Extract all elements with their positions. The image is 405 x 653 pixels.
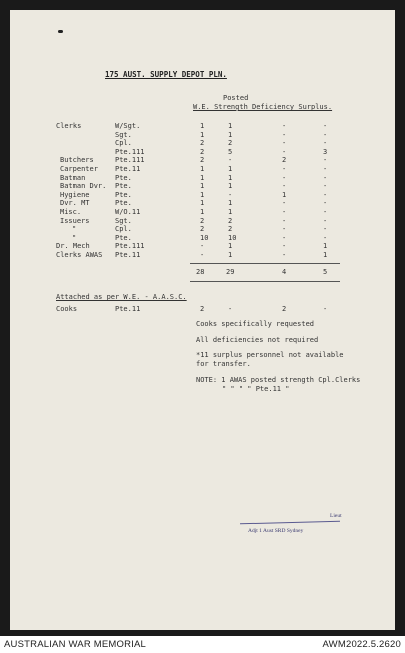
- surplus-cell: 1: [323, 251, 328, 259]
- surplus-cell: -: [323, 233, 328, 242]
- category-cell: Carpenter: [60, 165, 98, 173]
- rank-cell: Pte.: [115, 233, 132, 242]
- total-we-strength: 28: [196, 268, 205, 276]
- footer-bar: [0, 636, 405, 653]
- stamp-rank: Lieut: [330, 513, 342, 519]
- deficiency-cell: -: [282, 173, 287, 182]
- rank-cell: Sgt.: [115, 130, 132, 139]
- rank-cell: Sgt.: [115, 216, 132, 225]
- posted-strength-cell: -: [228, 305, 233, 313]
- surplus-cell: -: [323, 182, 328, 191]
- posted-strength-cell: 10: [228, 233, 237, 242]
- deficiency-cell: -: [282, 147, 287, 156]
- rank-cell: Pte.: [115, 199, 132, 208]
- total-rule-top: [190, 263, 340, 264]
- rank-cell: Cpl.: [115, 225, 132, 234]
- surplus-cell: -: [323, 173, 328, 182]
- posted-strength-cell: 1: [228, 199, 233, 208]
- posted-strength-cell: 1: [228, 182, 233, 191]
- posted-strength-cell: -: [228, 156, 233, 165]
- rank-cell: Pte.: [115, 190, 132, 199]
- note-6: " " " " Pte.11 ": [222, 385, 290, 393]
- category-cell: Dr. Mech: [56, 242, 90, 251]
- deficiency-cell: -: [282, 242, 287, 251]
- we-strength-cell: -: [200, 242, 205, 251]
- posted-strength-cell: 2: [228, 225, 233, 234]
- we-strength-cell: 1: [200, 173, 205, 182]
- rank-cell: Pte.: [115, 182, 132, 191]
- stamp-unit: Adjt 1 Aust SRD Sydney: [248, 528, 304, 534]
- rank-cell: Pte.11: [115, 305, 141, 313]
- surplus-cell: -: [323, 208, 328, 216]
- deficiency-cell: -: [282, 251, 287, 259]
- deficiency-cell: -: [282, 199, 287, 208]
- total-rule-bottom: [190, 281, 340, 282]
- total-posted-strength: 29: [226, 268, 235, 276]
- deficiency-cell: -: [282, 216, 287, 225]
- category-cell: Cooks: [56, 305, 78, 313]
- rank-cell: W/O.11: [115, 208, 141, 216]
- we-strength-cell: -: [200, 251, 205, 259]
- posted-strength-cell: 1: [228, 130, 233, 139]
- columns-header: W.E. Strength Deficiency Surplus.: [193, 103, 333, 111]
- deficiency-cell: 2: [282, 305, 287, 313]
- posted-strength-cell: -: [228, 190, 233, 199]
- deficiency-cell: -: [282, 122, 287, 130]
- category-cell: Issuers: [60, 216, 90, 225]
- surplus-cell: 1: [323, 242, 328, 251]
- we-strength-cell: 1: [200, 130, 205, 139]
- posted-strength-cell: 1: [228, 242, 233, 251]
- note-5: NOTE: 1 AWAS posted strength Cpl.Clerks: [196, 376, 361, 384]
- deficiency-cell: 2: [282, 156, 287, 165]
- posted-strength-cell: 1: [228, 251, 233, 259]
- deficiency-cell: -: [282, 225, 287, 234]
- surplus-cell: -: [323, 190, 328, 199]
- we-strength-cell: 1: [200, 182, 205, 191]
- deficiency-cell: -: [282, 233, 287, 242]
- we-strength-cell: 1: [200, 190, 205, 199]
- deficiency-cell: -: [282, 208, 287, 216]
- we-strength-cell: 2: [200, 139, 205, 148]
- we-strength-cell: 1: [200, 165, 205, 173]
- surplus-cell: -: [323, 165, 328, 173]
- note-3: *11 surplus personnel not available: [196, 351, 344, 359]
- posted-strength-cell: 1: [228, 208, 233, 216]
- surplus-cell: -: [323, 225, 328, 234]
- attached-heading: Attached as per W.E. - A.A.S.C.: [56, 293, 187, 301]
- category-cell: Batman Dvr.: [60, 182, 107, 191]
- category-cell: Misc.: [60, 208, 82, 216]
- posted-strength-cell: 1: [228, 122, 233, 130]
- we-strength-cell: 2: [200, 225, 205, 234]
- category-cell: ": [72, 225, 77, 234]
- stamp-signature-line: [240, 521, 340, 525]
- we-strength-cell: 2: [200, 305, 205, 313]
- surplus-cell: -: [323, 199, 328, 208]
- note-2: All deficiencies not required: [196, 336, 319, 344]
- surplus-cell: -: [323, 216, 328, 225]
- we-strength-cell: 2: [200, 156, 205, 165]
- posted-strength-cell: 5: [228, 147, 233, 156]
- category-cell: Clerks: [56, 122, 82, 130]
- document-page: [10, 10, 395, 630]
- footer-accession: AWM2022.5.2620: [322, 639, 401, 650]
- posted-strength-cell: 1: [228, 173, 233, 182]
- surplus-cell: -: [323, 130, 328, 139]
- surplus-cell: 3: [323, 147, 328, 156]
- category-cell: Butchers: [60, 156, 94, 165]
- rank-cell: W/Sgt.: [115, 122, 141, 130]
- surplus-cell: -: [323, 139, 328, 148]
- category-cell: Dvr. MT: [60, 199, 90, 208]
- deficiency-cell: -: [282, 165, 287, 173]
- deficiency-cell: -: [282, 182, 287, 191]
- rank-cell: Pte.111: [115, 147, 145, 156]
- deficiency-cell: -: [282, 130, 287, 139]
- ink-mark: [58, 30, 63, 33]
- rank-cell: Pte.: [115, 173, 132, 182]
- surplus-cell: -: [323, 156, 328, 165]
- category-cell: Hygiene: [60, 190, 90, 199]
- rank-cell: Pte.11: [115, 251, 141, 259]
- surplus-cell: -: [323, 122, 328, 130]
- category-cell: ": [72, 233, 77, 242]
- posted-strength-cell: 2: [228, 139, 233, 148]
- posted-strength-cell: 1: [228, 165, 233, 173]
- deficiency-cell: 1: [282, 190, 287, 199]
- rank-cell: Cpl.: [115, 139, 132, 148]
- we-strength-cell: 2: [200, 147, 205, 156]
- we-strength-cell: 1: [200, 199, 205, 208]
- total-deficiency: 4: [282, 268, 287, 276]
- rank-cell: Pte.11: [115, 165, 141, 173]
- we-strength-cell: 1: [200, 122, 205, 130]
- note-4: for transfer.: [196, 360, 251, 368]
- category-cell: Clerks AWAS: [56, 251, 103, 259]
- note-1: Cooks specifically requested: [196, 320, 315, 328]
- deficiency-cell: -: [282, 139, 287, 148]
- rank-cell: Pte.111: [115, 156, 145, 165]
- footer-institution: AUSTRALIAN WAR MEMORIAL: [4, 639, 147, 650]
- we-strength-cell: 2: [200, 216, 205, 225]
- surplus-cell: -: [323, 305, 328, 313]
- total-surplus: 5: [323, 268, 328, 276]
- document-title: 175 AUST. SUPPLY DEPOT PLN.: [105, 70, 227, 79]
- posted-strength-cell: 2: [228, 216, 233, 225]
- we-strength-cell: 1: [200, 208, 205, 216]
- rank-cell: Pte.111: [115, 242, 145, 251]
- category-cell: Batman: [60, 173, 86, 182]
- we-strength-cell: 10: [200, 233, 209, 242]
- posted-header: Posted: [223, 94, 249, 102]
